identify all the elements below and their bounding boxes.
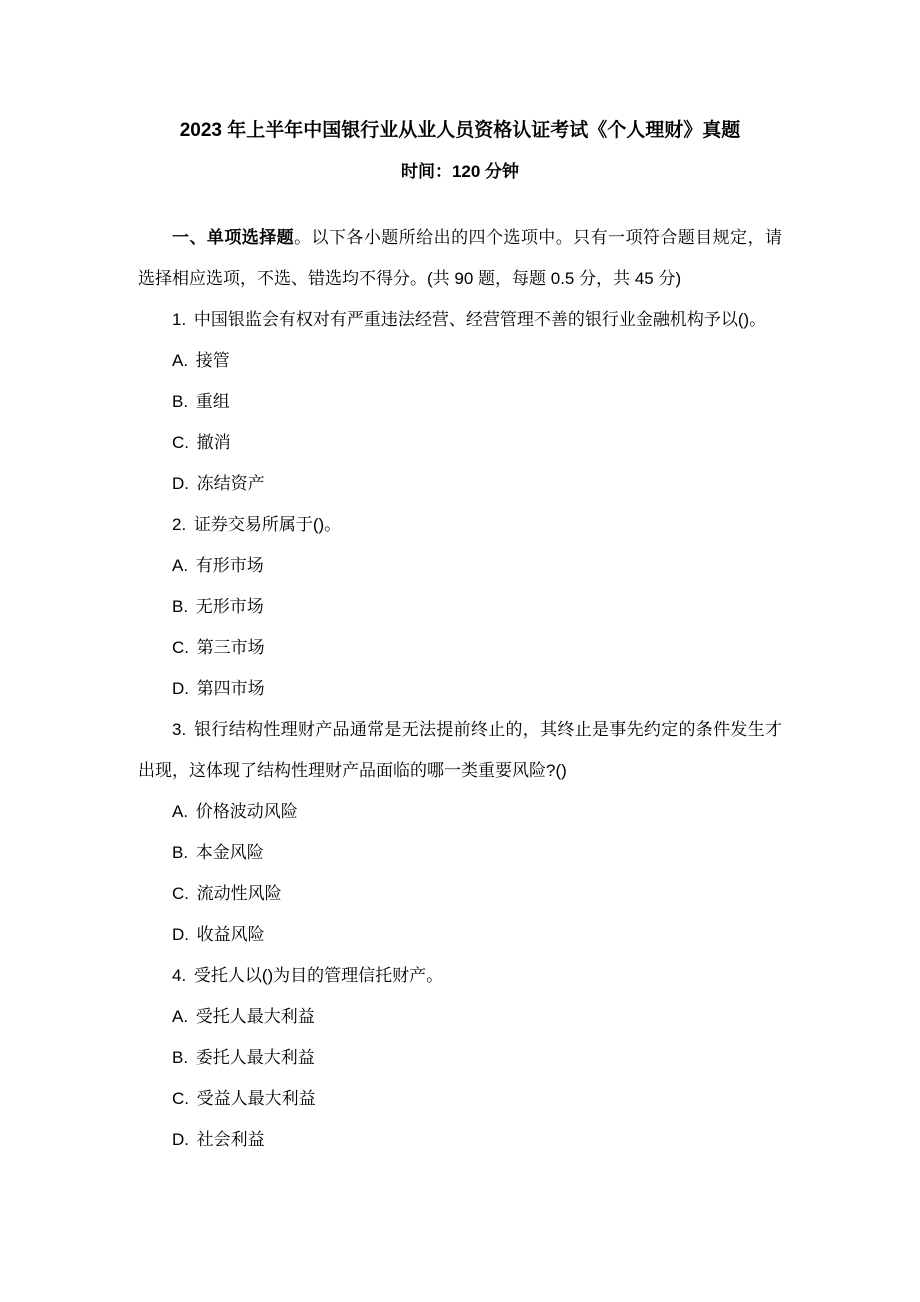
question-3-option-b-label: B.	[172, 843, 189, 862]
question-3-option-c-label: C.	[172, 884, 189, 903]
section-intro-paragraph	[138, 217, 782, 299]
question-2-option-b-text: 无形市场	[195, 597, 264, 616]
question-3-option-b-text: 本金风险	[195, 843, 264, 862]
exam-duration: 时间：120 分钟	[400, 162, 520, 181]
question-3-option-b	[138, 832, 782, 873]
question-2-option-c-text: 第三市场	[196, 638, 265, 657]
question-1-text: 中国银监会有权对有严重违法经营、经营管理不善的银行业金融机构予以()。	[193, 310, 767, 329]
question-1-option-c	[138, 422, 782, 463]
question-3-option-a	[138, 791, 782, 832]
question-1-option-c-text: 撤消	[196, 433, 231, 452]
question-2-option-b	[138, 586, 782, 627]
question-2-option-a-text: 有形市场	[195, 556, 264, 575]
question-1-option-d-label: D.	[172, 474, 189, 493]
question-2-text: 证券交易所属于()。	[193, 515, 342, 534]
question-3	[138, 709, 782, 791]
question-4-option-d-text: 社会利益	[196, 1130, 265, 1149]
question-3-option-d-label: D.	[172, 925, 189, 944]
question-2-option-d-text: 第四市场	[196, 679, 265, 698]
question-1-option-d	[138, 463, 782, 504]
question-2-option-d-label: D.	[172, 679, 189, 698]
question-4-option-c-label: C.	[172, 1089, 189, 1108]
question-4-text: 受托人以()为目的管理信托财产。	[193, 966, 444, 985]
exam-body	[138, 217, 782, 1160]
question-1-option-b	[138, 381, 782, 422]
question-4-option-b-label: B.	[172, 1048, 189, 1067]
question-4-option-b	[138, 1037, 782, 1078]
question-1-option-a	[138, 340, 782, 381]
question-4-option-d-label: D.	[172, 1130, 189, 1149]
question-4-option-b-text: 委托人最大利益	[195, 1048, 315, 1067]
question-2-number: 2.	[172, 515, 187, 534]
question-3-number: 3.	[172, 720, 187, 739]
question-1	[138, 299, 782, 340]
question-1-option-c-label: C.	[172, 433, 189, 452]
question-2-option-a	[138, 545, 782, 586]
question-3-option-c	[138, 873, 782, 914]
question-3-option-c-text: 流动性风险	[196, 884, 282, 903]
section-heading: 一、单项选择题	[172, 228, 295, 247]
question-4-option-a	[138, 996, 782, 1037]
question-2-option-d	[138, 668, 782, 709]
question-4-option-a-label: A.	[172, 1007, 189, 1026]
question-4	[138, 955, 782, 996]
question-1-option-a-text: 接管	[195, 351, 230, 370]
question-3-option-a-text: 价格波动风险	[195, 802, 298, 821]
question-2-option-c	[138, 627, 782, 668]
question-1-option-a-label: A.	[172, 351, 189, 370]
document-title: 2023 年上半年中国银行业从业人员资格认证考试《个人理财》真题	[179, 120, 741, 141]
question-4-option-d	[138, 1119, 782, 1160]
question-1-option-d-text: 冻结资产	[196, 474, 265, 493]
question-3-option-a-label: A.	[172, 802, 189, 821]
question-1-number: 1.	[172, 310, 187, 329]
question-1-option-b-label: B.	[172, 392, 189, 411]
question-3-option-d-text: 收益风险	[196, 925, 265, 944]
question-4-option-c-text: 受益人最大利益	[196, 1089, 316, 1108]
question-4-option-a-text: 受托人最大利益	[195, 1007, 315, 1026]
section-instructions: 。以下各小题所给出的四个选项中。只有一项符合题目规定，请选择相应选项，不选、错选均不得分。(共 90 题，每题 0.5 分，共 45 分)	[138, 228, 783, 288]
question-2	[138, 504, 782, 545]
question-3-text: 银行结构性理财产品通常是无法提前终止的，其终止是事先约定的条件发生才出现，这体现了结构性理财产品面临的哪一类重要风险?()	[138, 720, 782, 780]
question-2-option-a-label: A.	[172, 556, 189, 575]
question-4-number: 4.	[172, 966, 187, 985]
question-4-option-c	[138, 1078, 782, 1119]
question-1-option-b-text: 重组	[195, 392, 230, 411]
question-2-option-b-label: B.	[172, 597, 189, 616]
question-3-option-d	[138, 914, 782, 955]
question-2-option-c-label: C.	[172, 638, 189, 657]
